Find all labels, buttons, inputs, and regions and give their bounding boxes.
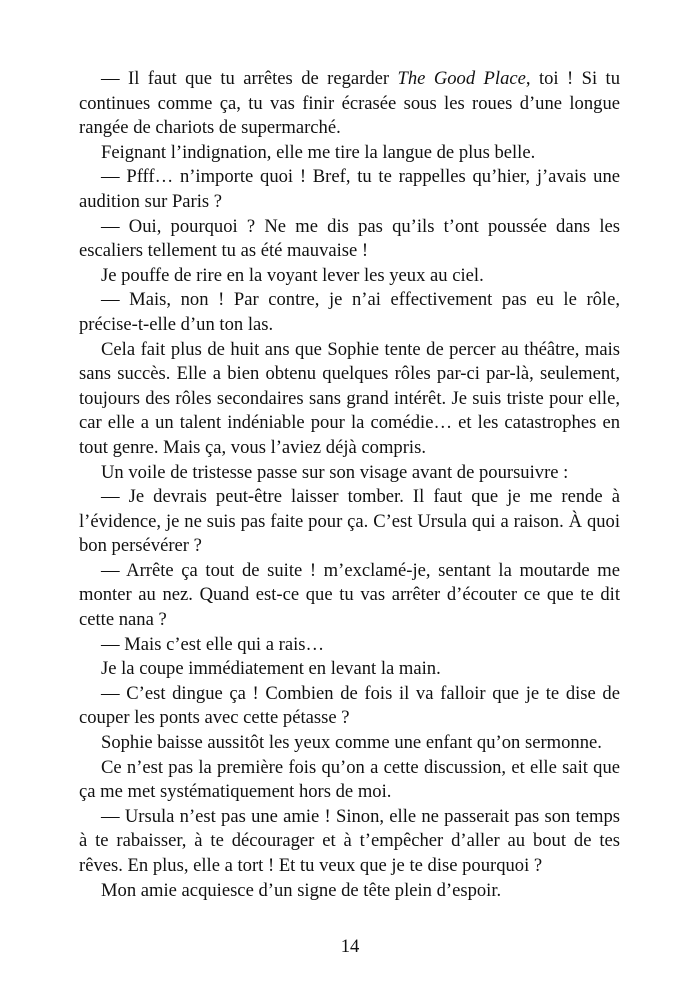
paragraph: Ce n’est pas la première fois qu’on a cette discussion, et elle sait que ça me met systématiquement hors de moi. (79, 756, 620, 803)
paragraph: — Oui, pourquoi ? Ne me dis pas qu’ils t’ont poussée dans les escaliers tellement tu as été mauvaise ! (79, 215, 620, 262)
paragraph (79, 67, 620, 141)
paragraph: Sophie baisse aussitôt les yeux comme une enfant qu’on sermonne. (101, 732, 602, 754)
paragraph: Feignant l’indignation, elle me tire la langue de plus belle. (101, 141, 536, 163)
body-text (79, 67, 620, 903)
page-number: 14 (340, 936, 360, 957)
paragraph: Cela fait plus de huit ans que Sophie tente de percer au théâtre, mais sans succès. Elle a bien obtenu quelques rôles par-ci par-là, seulement, toujours des rôles secondaires sans grand intérêt. Je suis triste pour elle, car elle a un talent indéniable pour la comédie… et les catastrophes en tout genre. Mais ça, vous l’aviez déjà compris. (79, 338, 620, 458)
paragraph: Je pouffe de rire en la voyant lever les yeux au ciel. (101, 264, 484, 286)
paragraph: — Pfff… n’importe quoi ! Bref, tu te rappelles qu’hier, j’avais une audition sur Paris ? (79, 166, 620, 212)
paragraph-text: , toi ! Si tu continues comme ça, tu vas finir écrasée sous les roues d’une longue rangée de chariots de supermarché. (79, 68, 620, 139)
paragraph: Mon amie acquiesce d’un signe de tête plein d’espoir. (101, 879, 502, 901)
paragraph: Je la coupe immédiatement en levant la main. (101, 658, 441, 680)
paragraph: — Je devrais peut-être laisser tomber. Il faut que je me rende à l’évidence, je ne suis pas faite pour ça. C’est Ursula qui a raison. À quoi bon persévérer ? (79, 486, 620, 557)
paragraph: — Arrête ça tout de suite ! m’exclamé-je, sentant la moutarde me monter au nez. Quand est-ce que tu vas arrêter d’écouter ce que te dit cette nana ? (79, 559, 620, 631)
paragraph: — Mais, non ! Par contre, je n’ai effectivement pas eu le rôle, précise-t-elle d’un ton las. (79, 289, 620, 335)
paragraph: — Mais c’est elle qui a rais… (101, 633, 325, 655)
paragraph: Un voile de tristesse passe sur son visage avant de poursuivre : (101, 461, 569, 483)
show-title: The Good Place (397, 68, 526, 89)
paragraph: — C’est dingue ça ! Combien de fois il va falloir que je te dise de couper les ponts avec cette pétasse ? (79, 682, 620, 729)
paragraph: — Ursula n’est pas une amie ! Sinon, elle ne passerait pas son temps à te rabaisser, à te décourager et à t’empêcher d’aller au bout de tes rêves. En plus, elle a tort ! Et tu veux que je te dise pourquoi ? (79, 805, 620, 876)
paragraph-text: — Il faut que tu arrêtes de regarder (101, 68, 398, 89)
